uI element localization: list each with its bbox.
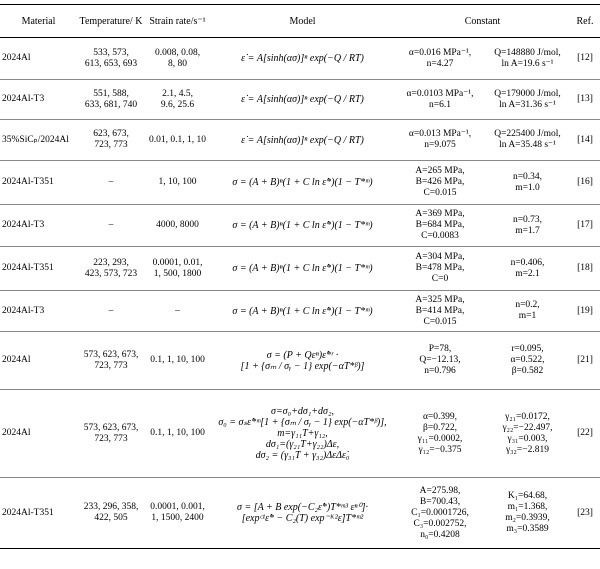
cell-constant-a: [395, 161, 485, 205]
cell-material: 2024Al-T351: [0, 247, 77, 291]
cell-constant-b: [485, 38, 570, 80]
cell-constant-a-line: C=0: [431, 274, 449, 284]
cell-constant-b-line: α=0.522,: [510, 355, 545, 365]
cell-model: [210, 205, 395, 247]
cell-constant-b-line: ln A=35.48 s⁻¹: [499, 140, 556, 150]
cell-constant-a: [395, 80, 485, 120]
cell-model-line: dσ₂ = (γ₃₁T + γ₃₂)ΔεΔε̇₀: [255, 450, 350, 461]
cell-strain-rate-line: 0.1, 1, 10, 100: [150, 355, 205, 365]
cell-strain-rate-line: 1, 10, 100: [158, 177, 197, 187]
cell-constant-a-line: A=275.98,: [419, 485, 461, 496]
cell-ref: [18]: [570, 247, 600, 291]
header-ref: Ref.: [570, 5, 600, 38]
cell-temperature-line: 723, 773: [94, 433, 128, 444]
cell-temperature: [77, 38, 145, 80]
cell-model: [210, 120, 395, 161]
cell-constant-b-line: Q=179000 J/mol,: [494, 88, 561, 99]
table-row: [0, 291, 600, 332]
cell-temperature-line: –: [108, 305, 114, 316]
cell-temperature-line: 633, 681, 740: [84, 99, 138, 110]
cell-constant-a-line: n=0.796: [424, 366, 456, 376]
table-row: [0, 332, 600, 390]
cell-material: 2024Al: [0, 38, 77, 80]
cell-constant-b-line: n=0.73,: [512, 214, 543, 225]
cell-model: [210, 478, 395, 549]
cell-strain-rate-line: 1, 500, 1800: [153, 268, 202, 279]
cell-strain-rate-line: 9.6, 25.6: [160, 99, 195, 110]
cell-constant-b-line: m=1: [518, 311, 537, 321]
cell-constant-b-line: γ₃₁=0.003,: [507, 433, 548, 444]
cell-constant-a-line: n=4.27: [426, 58, 454, 69]
cell-temperature-line: –: [108, 177, 114, 187]
cell-constant-a-line: α=0.0103 MPa⁻¹,: [406, 88, 474, 99]
cell-strain-rate: [145, 205, 210, 247]
cell-strain-rate: [145, 478, 210, 549]
cell-temperature: [77, 80, 145, 120]
cell-constant-b-line: K₁=64.68,: [507, 491, 548, 501]
cell-constant-a-line: C₃=0.002752,: [413, 518, 467, 529]
cell-constant-b: [485, 80, 570, 120]
cell-constant-b-line: m₁=1.368,: [507, 502, 548, 512]
cell-temperature-line: 573, 623, 673,: [83, 349, 139, 360]
cell-constant-a: [395, 205, 485, 247]
cell-model-line: ε̇ = A[sinh(ασ)]ⁿ exp(−Q / RT): [241, 94, 364, 105]
cell-constant-a-line: B=414 MPa,: [415, 305, 465, 316]
cell-material: 2024Al-T3: [0, 291, 77, 332]
cell-constant-a-line: α=0.016 MPa⁻¹,: [408, 47, 472, 58]
cell-constant-a-line: B=478 MPa,: [415, 263, 465, 273]
cell-model-line: [1 + {σₘ / σᵧ − 1} exp(−αT*ᵝ)]: [240, 360, 365, 372]
table-row: [0, 120, 600, 161]
cell-strain-rate: [145, 332, 210, 390]
cell-constant-b-line: ln A=31.36 s⁻¹: [499, 99, 556, 110]
cell-model-line: σ=σ₀+dσ₁+dσ₂,: [271, 406, 334, 417]
cell-constant-a-line: β=0.722,: [423, 422, 457, 433]
cell-model: [210, 161, 395, 205]
cell-temperature: [77, 161, 145, 205]
cell-constant-a-line: B=684 MPa,: [415, 220, 465, 230]
cell-constant-a-line: A=304 MPa,: [415, 252, 465, 262]
cell-model: [210, 291, 395, 332]
cell-strain-rate: [145, 38, 210, 80]
cell-strain-rate-line: 0.01, 0.1, 1, 10: [149, 134, 206, 145]
cell-temperature: [77, 332, 145, 390]
cell-material: 2024Al: [0, 390, 77, 478]
cell-constant-b: [485, 120, 570, 161]
cell-model: [210, 247, 395, 291]
cell-constant-a-line: C=0.0083: [421, 231, 459, 241]
cell-constant-b-line: γ₂₁=0.0172,: [505, 411, 550, 422]
cell-constant-a-line: n=9.075: [424, 140, 456, 150]
cell-strain-rate-line: 2.1, 4.5,: [162, 88, 193, 99]
table-row: [0, 247, 600, 291]
cell-constant-a: [395, 38, 485, 80]
header-model: Model: [210, 5, 395, 38]
table-row: [0, 80, 600, 120]
cell-ref: [13]: [570, 80, 600, 120]
cell-model: [210, 390, 395, 478]
header-row: [0, 5, 600, 38]
cell-constant-b: [485, 332, 570, 390]
cell-constant-b-line: Q=148880 J/mol,: [494, 47, 561, 58]
cell-constant-a-line: n₀=0.4208: [420, 529, 460, 540]
cell-temperature-line: 723, 773: [94, 140, 128, 150]
cell-model-line: m=γ₁₁T+γ₁₂,: [277, 428, 328, 439]
cell-model: [210, 332, 395, 390]
cell-ref: [17]: [570, 205, 600, 247]
cell-model-line: ε̇ = A[sinh(ασ)]ⁿ exp(−Q / RT): [241, 53, 364, 64]
cell-strain-rate: [145, 247, 210, 291]
cell-material: 2024Al-T351: [0, 161, 77, 205]
table-row: [0, 161, 600, 205]
cell-model-line: [expᶜ¹ε̇* − C₂(T) exp⁻ᴷ²ε̇]T*ᵐ²: [241, 513, 364, 524]
cell-constant-a-line: C=0.015: [423, 188, 457, 198]
cell-model-line: σ = (A + B)ⁿ(1 + C ln ε̇*)(1 − T*ᵐ): [232, 220, 373, 231]
table-row: [0, 478, 600, 549]
cell-strain-rate-line: 0.0001, 0.01,: [152, 257, 203, 268]
cell-temperature: [77, 291, 145, 332]
header-temperature: Temperature/ K: [77, 5, 145, 38]
cell-strain-rate: [145, 80, 210, 120]
header-strain-rate: Strain rate/s⁻¹: [145, 5, 210, 38]
cell-constant-a: [395, 390, 485, 478]
cell-material: 2024Al-T351: [0, 478, 77, 549]
cell-constant-a-line: γ₁₂=−0.375: [418, 444, 462, 455]
cell-constant-b: [485, 247, 570, 291]
cell-temperature-line: –: [108, 220, 114, 230]
cell-temperature-line: 613, 653, 693: [84, 58, 138, 69]
cell-temperature: [77, 205, 145, 247]
cell-constant-a-line: A=325 MPa,: [415, 294, 465, 305]
cell-strain-rate-line: 8, 80: [168, 58, 187, 69]
cell-strain-rate: [145, 390, 210, 478]
cell-constant-a-line: α=0.399,: [422, 411, 458, 422]
cell-strain-rate-line: 0.1, 1, 10, 100: [150, 428, 205, 438]
cell-constant-a-line: B=426 MPa,: [415, 177, 465, 187]
cell-constant-b-line: n=0.406,: [510, 257, 545, 268]
cell-strain-rate: [145, 291, 210, 332]
cell-model-line: σ = [A + B exp(−C₂ε̇*)T*ᵐ³ εⁿ⁰]·: [237, 502, 368, 513]
cell-strain-rate: [145, 161, 210, 205]
cell-material: 2024Al: [0, 332, 77, 390]
cell-constant-b-line: r=0.095,: [511, 344, 544, 354]
cell-constant-a-line: C₁=0.0001726,: [411, 507, 469, 518]
cell-constant-b-line: γ₃₂=−2.819: [506, 444, 549, 455]
cell-constant-a: [395, 247, 485, 291]
cell-constant-b-line: ln A=19.6 s⁻¹: [501, 58, 554, 69]
cell-constant-a-line: A=369 MPa,: [415, 209, 465, 219]
cell-model-line: ε̇ = A[sinh(ασ)]ⁿ exp(−Q / RT): [241, 134, 364, 146]
cell-constant-b-line: m=1.0: [515, 182, 540, 193]
cell-material: 2024Al-T3: [0, 80, 77, 120]
cell-constant-b-line: m₂=0.3939,: [505, 513, 550, 523]
cell-ref: [12]: [570, 38, 600, 80]
cell-model: [210, 38, 395, 80]
cell-strain-rate-line: –: [175, 305, 180, 316]
cell-strain-rate-line: 1, 1500, 2400: [151, 513, 204, 523]
cell-constant-b: [485, 291, 570, 332]
cell-constant-a-line: Q=−12.13,: [419, 355, 461, 365]
cell-constant-b: [485, 205, 570, 247]
cell-strain-rate: [145, 120, 210, 161]
cell-temperature-line: 573, 623, 673,: [83, 422, 139, 433]
cell-model-line: dσ₁=(γ₂₁T+γ₂₂)Δε,: [265, 439, 340, 450]
cell-strain-rate-line: 0.0001, 0.001,: [150, 502, 205, 512]
cell-constant-a-line: B=700.43,: [419, 496, 461, 507]
cell-temperature-line: 423, 573, 723: [84, 268, 138, 279]
cell-temperature-line: 422, 505: [94, 513, 128, 523]
cell-constant-b-line: m=2.1: [515, 268, 540, 279]
cell-constant-b: [485, 161, 570, 205]
table-row: [0, 38, 600, 80]
table-row: [0, 390, 600, 478]
cell-ref: [23]: [570, 478, 600, 549]
cell-temperature-line: 533, 573,: [93, 47, 129, 58]
cell-constant-a-line: α=0.013 MPa⁻¹,: [408, 129, 472, 139]
cell-temperature-line: 723, 773: [94, 360, 128, 371]
cell-ref: [19]: [570, 291, 600, 332]
cell-model: [210, 80, 395, 120]
cell-constant-b-line: β=0.582: [511, 366, 544, 376]
cell-temperature-line: 551, 588,: [93, 88, 129, 99]
table-body: [0, 38, 600, 549]
cell-constant-a: [395, 478, 485, 549]
table-row: [0, 205, 600, 247]
cell-constant-b: [485, 390, 570, 478]
cell-material: 35%SiCₚ/2024Al: [0, 120, 77, 161]
cell-constant-b-line: n=0.34,: [512, 171, 543, 182]
cell-strain-rate-line: 4000, 8000: [156, 220, 199, 230]
cell-ref: [16]: [570, 161, 600, 205]
cell-constant-b-line: n=0.2,: [515, 300, 540, 310]
cell-ref: [21]: [570, 332, 600, 390]
cell-temperature-line: 623, 673,: [93, 129, 129, 139]
cell-constant-a: [395, 291, 485, 332]
cell-constant-b-line: m=1.7: [515, 225, 540, 236]
cell-model-line: σ₀ = σₛε̇*ᵐ[1 + {σₘ / σᵧ − 1} exp(−αT*ᵝ)],: [218, 417, 387, 428]
cell-model-line: σ = (A + B)ⁿ(1 + C ln ε̇*)(1 − T*ᵐ): [232, 177, 373, 188]
cell-temperature: [77, 247, 145, 291]
cell-temperature: [77, 390, 145, 478]
cell-constant-b-line: m₃=0.3589: [506, 524, 549, 534]
cell-constant-a-line: n=6.1: [429, 99, 451, 110]
cell-constant-b-line: γ₂₂=−22.497,: [502, 422, 553, 433]
cell-ref: [14]: [570, 120, 600, 161]
cell-temperature: [77, 120, 145, 161]
cell-model-line: σ = (P + Qεⁿ)ε̇*ʳ ·: [266, 349, 339, 361]
cell-constant-a-line: C=0.015: [423, 316, 457, 327]
cell-temperature-line: 233, 296, 358,: [83, 502, 139, 512]
cell-temperature-line: 223, 293,: [93, 257, 129, 268]
cell-constant-b-line: Q=225400 J/mol,: [494, 129, 561, 139]
cell-ref: [22]: [570, 390, 600, 478]
cell-constant-a-line: γ₁₁=0.0002,: [417, 433, 463, 444]
cell-constant-a: [395, 332, 485, 390]
cell-temperature: [77, 478, 145, 549]
cell-constant-b: [485, 478, 570, 549]
cell-constant-a: [395, 120, 485, 161]
cell-constant-a-line: A=265 MPa,: [415, 166, 465, 176]
constitutive-models-table: [0, 4, 600, 549]
cell-model-line: σ = (A + B)ⁿ(1 + C ln ε̇*)(1 − T*ᵐ): [232, 305, 373, 317]
cell-model-line: σ = (A + B)ⁿ(1 + C ln ε̇*)(1 − T*ᵐ): [232, 263, 373, 274]
cell-constant-a-line: P=78,: [428, 344, 452, 354]
cell-strain-rate-line: 0.008, 0.08,: [154, 47, 201, 58]
cell-material: 2024Al-T3: [0, 205, 77, 247]
header-constant: Constant: [395, 5, 570, 38]
header-material: Material: [0, 5, 77, 38]
